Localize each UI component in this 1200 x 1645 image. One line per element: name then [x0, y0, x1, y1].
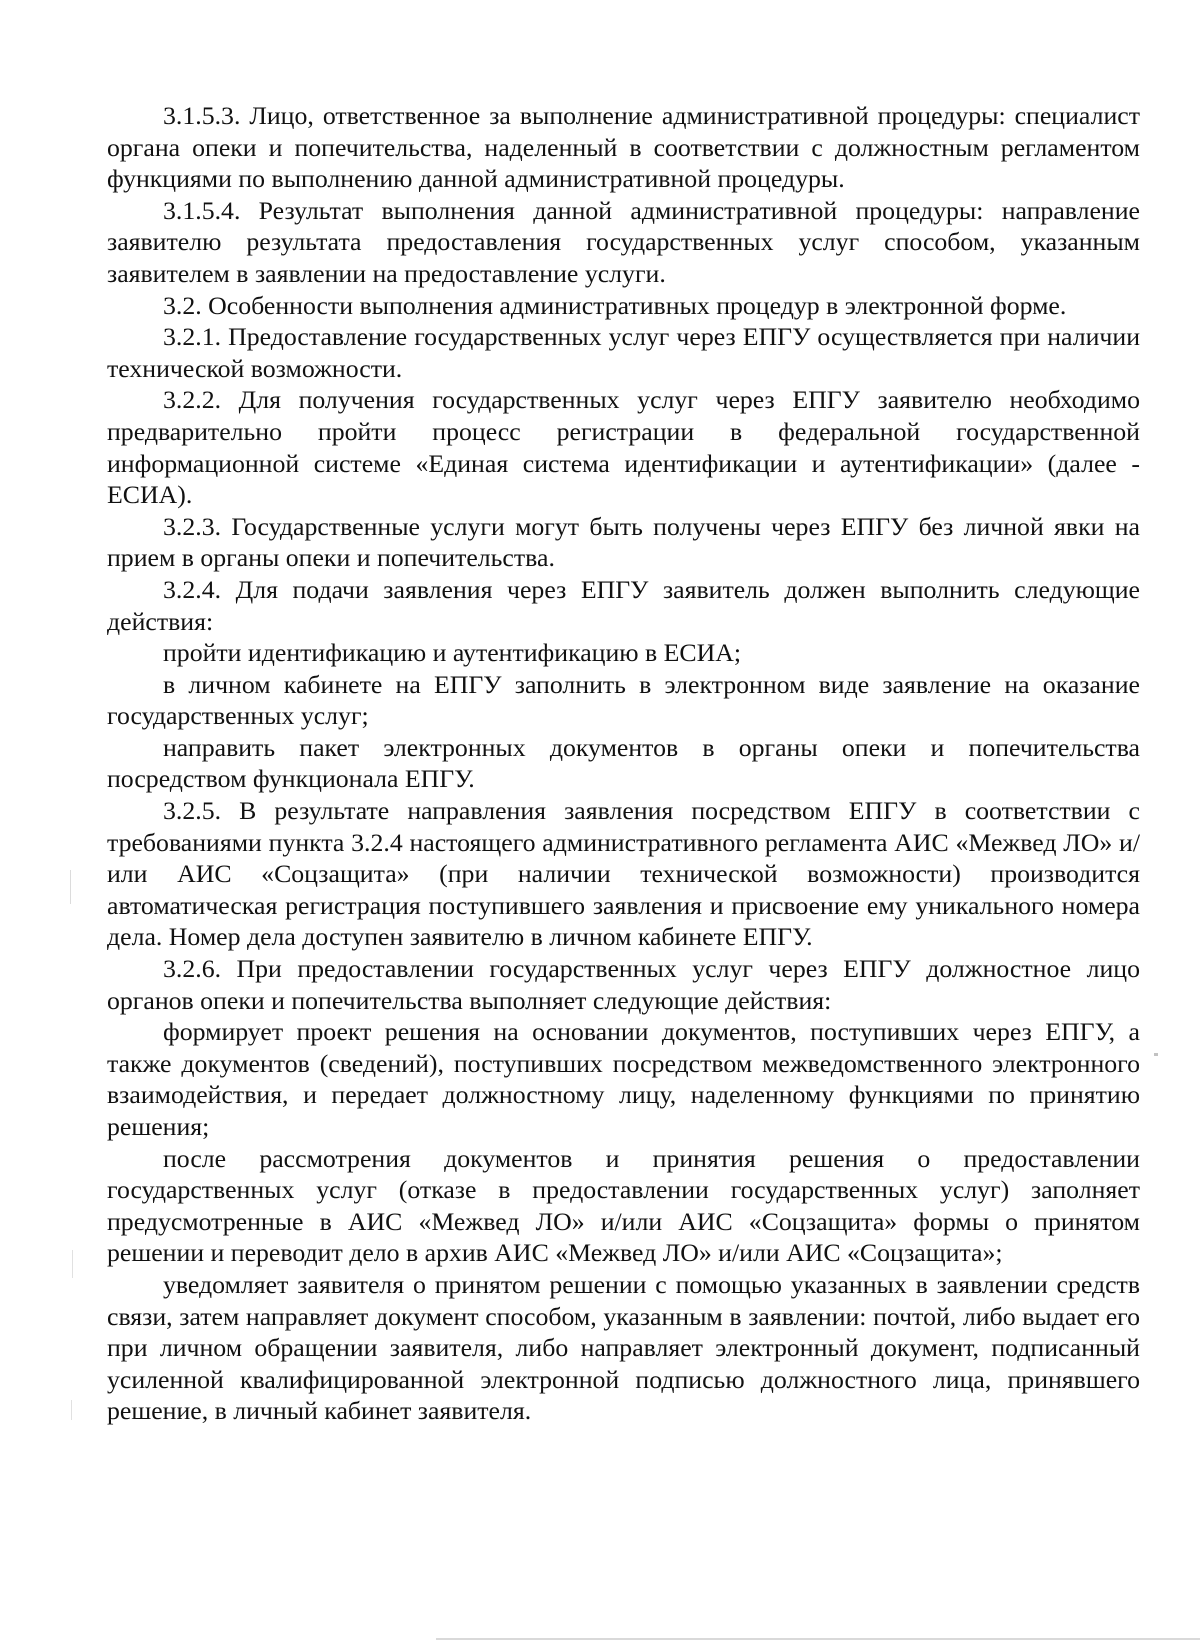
paragraph-3-2-3: 3.2.3. Государственные услуги могут быть получены через ЕПГУ без личной явки на прием в органы опеки и попечительства.	[107, 511, 1140, 573]
scan-artifact	[70, 870, 71, 904]
scan-artifact	[72, 1250, 73, 1278]
list-item-draft-decision: формирует проект решения на основании документов, поступивших через ЕПГУ, а также документов (сведений), поступивших посредством межведомственного электронного взаимодействия, и передает должностному лицу, наделенному функциями по принятию решения;	[107, 1017, 1140, 1141]
list-item-identification: пройти идентификацию и аутентификацию в ЕСИА;	[163, 638, 742, 668]
paragraph-3-2-4: 3.2.4. Для подачи заявления через ЕПГУ заявитель должен выполнить следующие действия:	[107, 574, 1140, 636]
scan-bottom-edge	[436, 1638, 1200, 1640]
list-item-notify-applicant: уведомляет заявителя о принятом решении с помощью указанных в заявлении средств связи, затем направляет документ способом, указанным в заявлении: почтой, либо выдает его при личном обращении заявителя, либо направляет электронный документ, подписанный усиленной квалифицированной электронной подписью должностного лица, принявшего решение, в личный кабинет заявителя.	[107, 1269, 1140, 1426]
document-body	[107, 100, 1140, 1427]
paragraph-3-1-5-3: 3.1.5.3. Лицо, ответственное за выполнение административной процедуры: специалист органа опеки и попечительства, наделенный в соответствии с должностным регламентом функциями по выполнению данной административной процедуры.	[107, 101, 1140, 194]
list-item-fill-forms: после рассмотрения документов и принятия решения о предоставлении государственных услуг (отказе в предоставлении государственных услуг) заполняет предусмотренные в АИС «Межвед ЛО» и/или АИС «Соцзащита» формы о принятом решении и переводит дело в архив АИС «Межвед ЛО» и/или АИС «Соцзащита»;	[107, 1143, 1140, 1268]
paragraph-3-2-1: 3.2.1. Предоставление государственных услуг через ЕПГУ осуществляется при наличии технической возможности.	[107, 322, 1140, 383]
paragraph-3-2-2: 3.2.2. Для получения государственных услуг через ЕПГУ заявителю необходимо предварительно пройти процесс регистрации в федеральной государственной информационной системе «Единая система идентификации и аутентификации» (далее - ЕСИА).	[107, 385, 1140, 510]
scan-artifact	[71, 1400, 72, 1420]
paragraph-3-2: 3.2. Особенности выполнения административных процедур в электронной форме.	[163, 290, 1067, 320]
paragraph-3-2-6: 3.2.6. При предоставлении государственных услуг через ЕПГУ должностное лицо органов опеки и попечительства выполняет следующие действия:	[107, 954, 1140, 1015]
list-item-send-package: направить пакет электронных документов в органы опеки и попечительства посредством функционала ЕПГУ.	[107, 732, 1140, 794]
paragraph-3-2-5: 3.2.5. В результате направления заявления посредством ЕПГУ в соответствии с требованиями пункта 3.2.4 настоящего административного регламента АИС «Межвед ЛО» и/или АИС «Соцзащита» (при наличии технической возможности) производится автоматическая регистрация поступившего заявления и присвоение ему уникального номера дела. Номер дела доступен заявителю в личном кабинете ЕПГУ.	[107, 796, 1140, 952]
list-item-fill-application: в личном кабинете на ЕПГУ заполнить в электронном виде заявление на оказание государственных услуг;	[107, 669, 1140, 731]
scan-speck	[1154, 1053, 1158, 1056]
paragraph-3-1-5-4: 3.1.5.4. Результат выполнения данной административной процедуры: направление заявителю результата предоставления государственных услуг способом, указанным заявителем в заявлении на предоставление услуги.	[107, 195, 1140, 288]
